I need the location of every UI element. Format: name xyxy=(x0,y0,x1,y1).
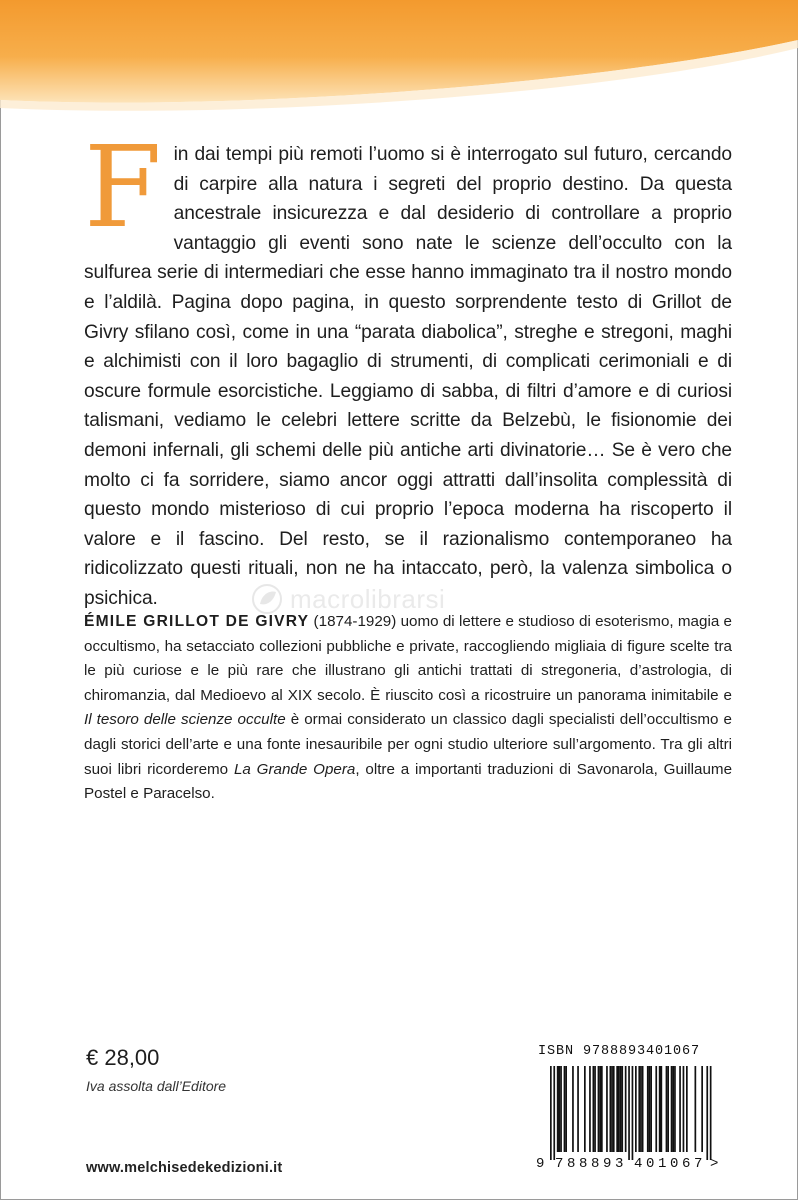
barcode-bar xyxy=(672,1066,674,1152)
bio-title-2: La Grande Opera xyxy=(233,760,356,778)
barcode-digits xyxy=(538,1156,720,1176)
bio-text-part3: , oltre a importanti traduzioni di Savonarola, Guillaume Postel e Paracelso. xyxy=(84,760,733,803)
barcode-bar xyxy=(666,1066,668,1152)
barcode-bar xyxy=(642,1066,644,1152)
barcode-bar xyxy=(593,1066,595,1152)
barcode-bar xyxy=(560,1066,562,1152)
barcode-bar xyxy=(686,1066,688,1152)
barcode-digits-group2: 401067 xyxy=(634,1156,707,1172)
barcode-bar xyxy=(706,1066,708,1160)
barcode-bar xyxy=(695,1066,697,1152)
barcode-quiet-mark: > xyxy=(710,1156,719,1172)
barcode-bar xyxy=(553,1066,555,1160)
orange-top-band xyxy=(0,0,798,120)
barcode-bar xyxy=(661,1066,663,1152)
bio-text-part2: è ormai considerato un classico dagli specialisti dell’occultismo e dagli storici dell’arte e una fonte inesauribile per ogni studio ulteriore sull’argomento. Tra gli altri suoi libri ricorderemo xyxy=(84,711,732,778)
barcode-bar xyxy=(584,1066,586,1152)
isbn-label: ISBN 9788893401067 xyxy=(538,1044,701,1059)
barcode-bar xyxy=(632,1066,634,1160)
barcode-bar xyxy=(640,1066,642,1152)
barcode-bar xyxy=(559,1066,561,1152)
barcode-bar xyxy=(649,1066,651,1152)
barcode-bar xyxy=(659,1066,661,1152)
barcode-bar xyxy=(577,1066,579,1152)
price: € 28,00 xyxy=(86,1045,160,1070)
author-bio xyxy=(84,610,732,807)
barcode-bar xyxy=(671,1066,673,1152)
barcode-bar xyxy=(628,1066,630,1160)
barcode-bar xyxy=(625,1066,627,1152)
barcode-bar xyxy=(601,1066,603,1152)
barcode-bar xyxy=(572,1066,574,1152)
barcode-bar xyxy=(594,1066,596,1152)
back-cover-blurb xyxy=(84,123,732,614)
bio-title-1: Il tesoro delle scienze occulte xyxy=(84,711,286,729)
barcode-bar xyxy=(618,1066,620,1152)
blurb-text: in dai tempi più remoti l’uomo si è interrogato sul futuro, cercando di carpire alla natura i segreti del proprio destino. Da questa ancestrale insicurezza e dal desiderio di controllare a proprio vantaggio gli eventi sono nate le scienze dell’occulto con la sulfurea serie di intermediari che esse hanno immaginato tra il nostro mondo e l’aldilà. Pagina dopo pagina, in questo sorprendente testo di Grillot de Givry sfilano così, come in una “parata diabolica”, streghe e stregoni, maghi e alchimisti con il loro bagaglio di strumenti, di complicati cerimoniali e di oscure formule esorcistiche. Leggiamo di sabba, di filtri d’amore e di curiosi talismani, vediamo le celebri lettere scritte da Belzebù, le fisionomie dei demoni infernali, gli schemi delle più antiche arti divinatorie… Se è vero che molto ci fa sorridere, siamo ancor oggi attratti dall’insolita complessità di questo mondo misterioso di cui proprio l’epoca moderna ha riscoperto il valore e il fascino. Del resto, se il razionalismo contemporaneo ha ridicolizzato questi rituali, non ne ha intaccato, però, la valenza simbolica o psichica. xyxy=(84,144,732,609)
barcode-bar xyxy=(565,1066,567,1152)
watermark-text: macrolibrarsi xyxy=(290,583,446,614)
barcode-digit-first: 9 xyxy=(536,1156,545,1172)
barcode-bars xyxy=(538,1066,720,1160)
barcode-bar xyxy=(674,1066,676,1152)
barcode-bar xyxy=(635,1066,637,1152)
barcode-bar xyxy=(679,1066,681,1152)
vat-note: Iva assolta dall’Editore xyxy=(86,1078,227,1094)
barcode-bar xyxy=(710,1066,712,1160)
barcode-bar xyxy=(655,1066,657,1152)
author-name: ÉMILE GRILLOT DE GIVRY xyxy=(84,613,310,630)
barcode-bar xyxy=(606,1066,608,1152)
barcode-bar xyxy=(683,1066,685,1152)
isbn-barcode xyxy=(538,1044,720,1180)
barcode-bar xyxy=(610,1066,612,1152)
barcode-bar xyxy=(621,1066,623,1152)
barcode-bar xyxy=(667,1066,669,1152)
drop-cap-letter: F xyxy=(84,123,162,253)
barcode-bar xyxy=(564,1066,566,1152)
barcode-bar xyxy=(701,1066,703,1152)
barcode-bar xyxy=(599,1066,601,1152)
barcode-bar xyxy=(589,1066,591,1152)
barcode-bar xyxy=(611,1066,613,1152)
barcode-bar xyxy=(616,1066,618,1152)
barcode-bar xyxy=(638,1066,640,1152)
barcode-digits-group1: 788893 xyxy=(555,1156,628,1172)
bio-text-part1: (1874-1929) uomo di lettere e studioso di esoterismo, magia e occultismo, ha setacciato collezioni pubbliche e private, raccogliendo migliaia di figure scelte tra le più curiose e le più rare che illustrano gli antichi trattati di stregoneria, d’astrologia, di chiromanzia, dal Medioevo al XIX secolo. È riuscito così a ricostruire un panorama inimitabile e xyxy=(84,613,732,704)
barcode-bar xyxy=(647,1066,649,1152)
barcode-bar xyxy=(650,1066,652,1152)
publisher-website[interactable]: www.melchisedekedizioni.it xyxy=(86,1160,283,1176)
barcode-bar xyxy=(620,1066,622,1152)
barcode-bar xyxy=(550,1066,552,1160)
barcode-bar xyxy=(557,1066,559,1152)
barcode-bar xyxy=(598,1066,600,1152)
barcode-bar xyxy=(613,1066,615,1152)
